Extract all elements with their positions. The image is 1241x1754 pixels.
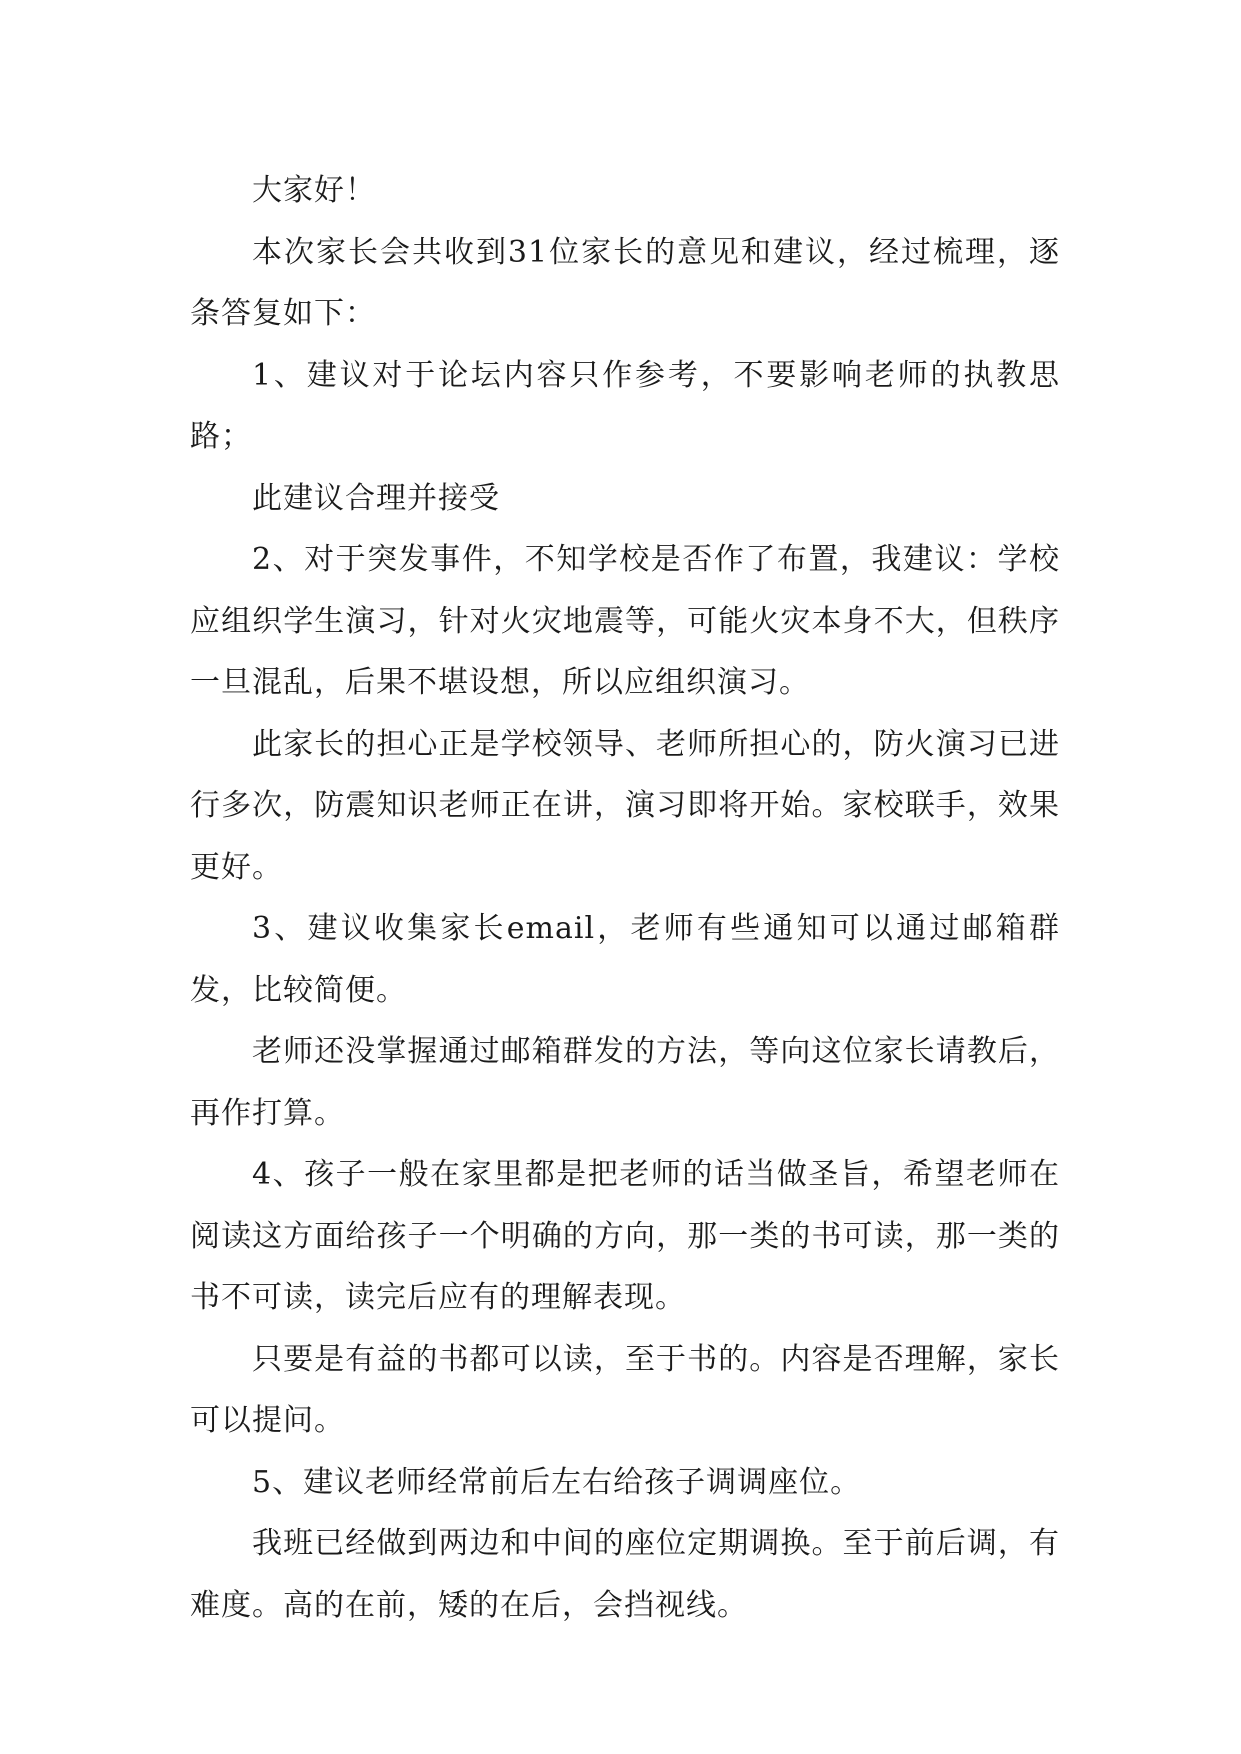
paragraph-reply-4: 只要是有益的书都可以读，至于书的。内容是否理解，家长可以提问。 <box>190 1341 1060 1438</box>
paragraph-suggestion-4: 4、孩子一般在家里都是把老师的话当做圣旨，希望老师在阅读这方面给孩子一个明确的方向，那一类的书可读，那一类的书不可读，读完后应有的理解表现。 <box>190 1157 1060 1315</box>
paragraph-reply-5: 我班已经做到两边和中间的座位定期调换。至于前后调，有难度。高的在前，矮的在后，会挡视线。 <box>190 1526 1060 1623</box>
paragraph-suggestion-2: 2、对于突发事件，不知学校是否作了布置，我建议：学校应组织学生演习，针对火灾地震等，可能火灾本身不大，但秩序一旦混乱，后果不堪设想，所以应组织演习。 <box>190 542 1060 700</box>
paragraph-reply-3: 老师还没掌握通过邮箱群发的方法，等向这位家长请教后，再作打算。 <box>190 1034 1060 1131</box>
paragraph-reply-1: 此建议合理并接受 <box>252 480 500 516</box>
paragraph-intro: 本次家长会共收到31位家长的意见和建议，经过梳理，逐条答复如下： <box>190 234 1060 331</box>
paragraph-suggestion-3: 3、建议收集家长email，老师有些通知可以通过邮箱群发，比较简便。 <box>190 911 1060 1008</box>
paragraph-suggestion-1: 1、建议对于论坛内容只作参考，不要影响老师的执教思路； <box>190 357 1060 454</box>
paragraph-greeting: 大家好！ <box>252 173 376 208</box>
paragraph-reply-2: 此家长的担心正是学校领导、老师所担心的，防火演习已进行多次，防震知识老师正在讲，演习即将开始。家校联手，效果更好。 <box>190 726 1060 885</box>
document-body <box>190 160 1060 1636</box>
paragraph-suggestion-5: 5、建议老师经常前后左右给孩子调调座位。 <box>252 1464 862 1500</box>
